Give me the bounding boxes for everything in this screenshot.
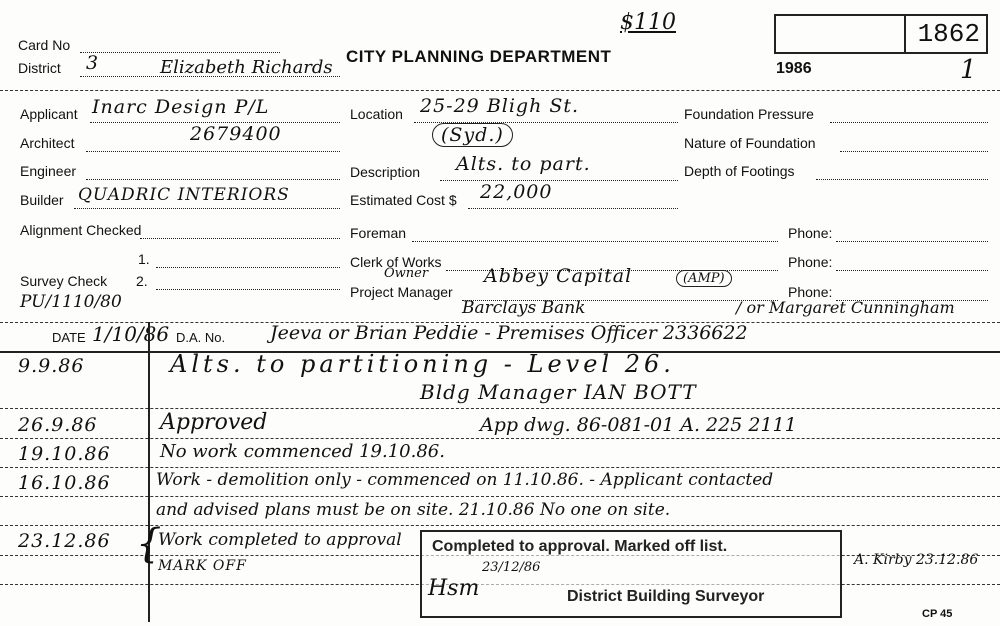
- date-label: DATE: [52, 330, 86, 345]
- architect-label: Architect: [20, 135, 75, 151]
- corner-mark: 1: [960, 55, 977, 85]
- location-line: [414, 122, 678, 123]
- foreman-line: [412, 241, 778, 242]
- phone-line-1: [836, 241, 988, 242]
- header-divider: [0, 90, 1000, 91]
- project-manager-value: Abbey Capital: [484, 265, 633, 287]
- log-date: 9.9.86: [18, 355, 85, 377]
- card-number-box: [774, 14, 988, 54]
- cost-label: Estimated Cost $: [350, 192, 457, 208]
- applicant-label: Applicant: [20, 106, 78, 122]
- phone-label-3: Phone:: [788, 284, 833, 300]
- log-date: 26.9.86: [18, 414, 98, 436]
- log-row-line-4: [0, 496, 1000, 497]
- builder-value: QUADRIC INTERIORS: [78, 185, 290, 205]
- initials: A. Kirby 23.12.86: [854, 552, 979, 568]
- location-value: 25-29 Bligh St.: [420, 95, 580, 117]
- phone-line-3: [836, 300, 988, 301]
- description-label: Description: [350, 164, 421, 180]
- nature-foundation-label: Nature of Foundation: [684, 135, 816, 151]
- alignment-label: Alignment Checked: [20, 222, 142, 238]
- cost-line: [468, 208, 678, 209]
- foundation-pressure-line: [830, 122, 988, 123]
- survey-dotted-2: [156, 289, 340, 290]
- log-text-2: Bldg Manager IAN BOTT: [420, 380, 697, 404]
- stamp-date: 23/12/86: [482, 560, 541, 575]
- architect-line: [86, 151, 340, 152]
- clerk-label: Clerk of Works: [350, 254, 442, 270]
- fee-value: $110: [620, 10, 676, 35]
- builder-line: [74, 208, 340, 209]
- phone-label-1: Phone:: [788, 225, 833, 241]
- foundation-pressure-label: Foundation Pressure: [684, 106, 814, 122]
- log-column-divider: [148, 322, 150, 622]
- description-line: [440, 180, 678, 181]
- log-text: Alts. to partitioning - Level 26.: [170, 350, 675, 378]
- project-manager-line-2: Barclays Bank: [462, 298, 586, 318]
- architect-value: 2679400: [190, 123, 282, 145]
- location-label: Location: [350, 106, 403, 122]
- log-date: 19.10.86: [18, 443, 111, 465]
- year: 1986: [776, 60, 812, 77]
- survey-label: Survey Check: [20, 273, 108, 289]
- brace: {: [136, 521, 162, 567]
- depth-footings-line: [816, 179, 988, 180]
- foreman-label: Foreman: [350, 225, 407, 241]
- survey-dotted-1: [156, 267, 340, 268]
- engineer-line: [86, 179, 340, 180]
- log-row-line-2: [0, 438, 1000, 439]
- log-text: No work commenced 19.10.86.: [160, 441, 445, 462]
- owner-note: Owner: [384, 266, 429, 281]
- survey-line-1: 1.: [138, 251, 150, 267]
- log-text: Work - demolition only - commenced on 11.10.86. - Applicant contacted: [156, 470, 774, 490]
- log-text-2: App dwg. 86-081-01 A. 225 2111: [480, 414, 797, 436]
- district-label: District: [18, 60, 61, 76]
- date-value: 1/10/86: [92, 322, 170, 346]
- district-line: [80, 76, 340, 77]
- phone-line-2: [836, 270, 988, 271]
- description-value: Alts. to part.: [456, 153, 591, 175]
- project-manager-label: Project Manager: [350, 284, 453, 300]
- card-number: 1862: [917, 19, 980, 49]
- phone-label-2: Phone:: [788, 254, 833, 270]
- survey-line-2: 2.: [136, 273, 148, 289]
- log-text: and advised plans must be on site. 21.10.86 No one on site.: [156, 500, 671, 520]
- project-manager-line-2b: / or Margaret Cunningham: [736, 298, 955, 317]
- form-code: CP 45: [922, 608, 953, 620]
- alignment-line: [140, 238, 340, 239]
- card-no-label: Card No: [18, 37, 71, 53]
- stamp-signature: Hsm: [428, 576, 480, 601]
- builder-label: Builder: [20, 192, 64, 208]
- district-value: 3: [86, 52, 100, 74]
- project-manager-extra: (AMP): [676, 270, 732, 287]
- applicant-value: Inarc Design P/L: [92, 96, 270, 118]
- log-date: 23.12.86: [18, 530, 111, 552]
- cost-value: 22,000: [480, 181, 553, 203]
- log-row-line-1: [0, 408, 1000, 409]
- depth-footings-label: Depth of Footings: [684, 163, 795, 179]
- engineer-label: Engineer: [20, 163, 77, 179]
- log-text-2: MARK OFF: [158, 558, 247, 574]
- district-name: Elizabeth Richards: [160, 57, 333, 78]
- location-value-2: (Syd.): [432, 123, 513, 147]
- stamp-line-1: Completed to approval. Marked off list.: [432, 538, 728, 555]
- stamp-line-2: District Building Surveyor: [567, 588, 765, 605]
- da-label: D.A. No.: [176, 330, 226, 345]
- log-date: 16.10.86: [18, 472, 111, 494]
- survey-ref: PU/1110/80: [20, 292, 122, 312]
- log-row-line-3: [0, 467, 1000, 468]
- log-text: Work completed to approval: [158, 530, 402, 550]
- da-value: Jeeva or Brian Peddie - Premises Officer 2336622: [270, 322, 748, 344]
- nature-foundation-line: [840, 151, 988, 152]
- log-text: Approved: [160, 410, 268, 435]
- page-title: CITY PLANNING DEPARTMENT: [346, 47, 612, 66]
- card-no-line: [80, 52, 280, 53]
- approval-stamp: [420, 530, 842, 618]
